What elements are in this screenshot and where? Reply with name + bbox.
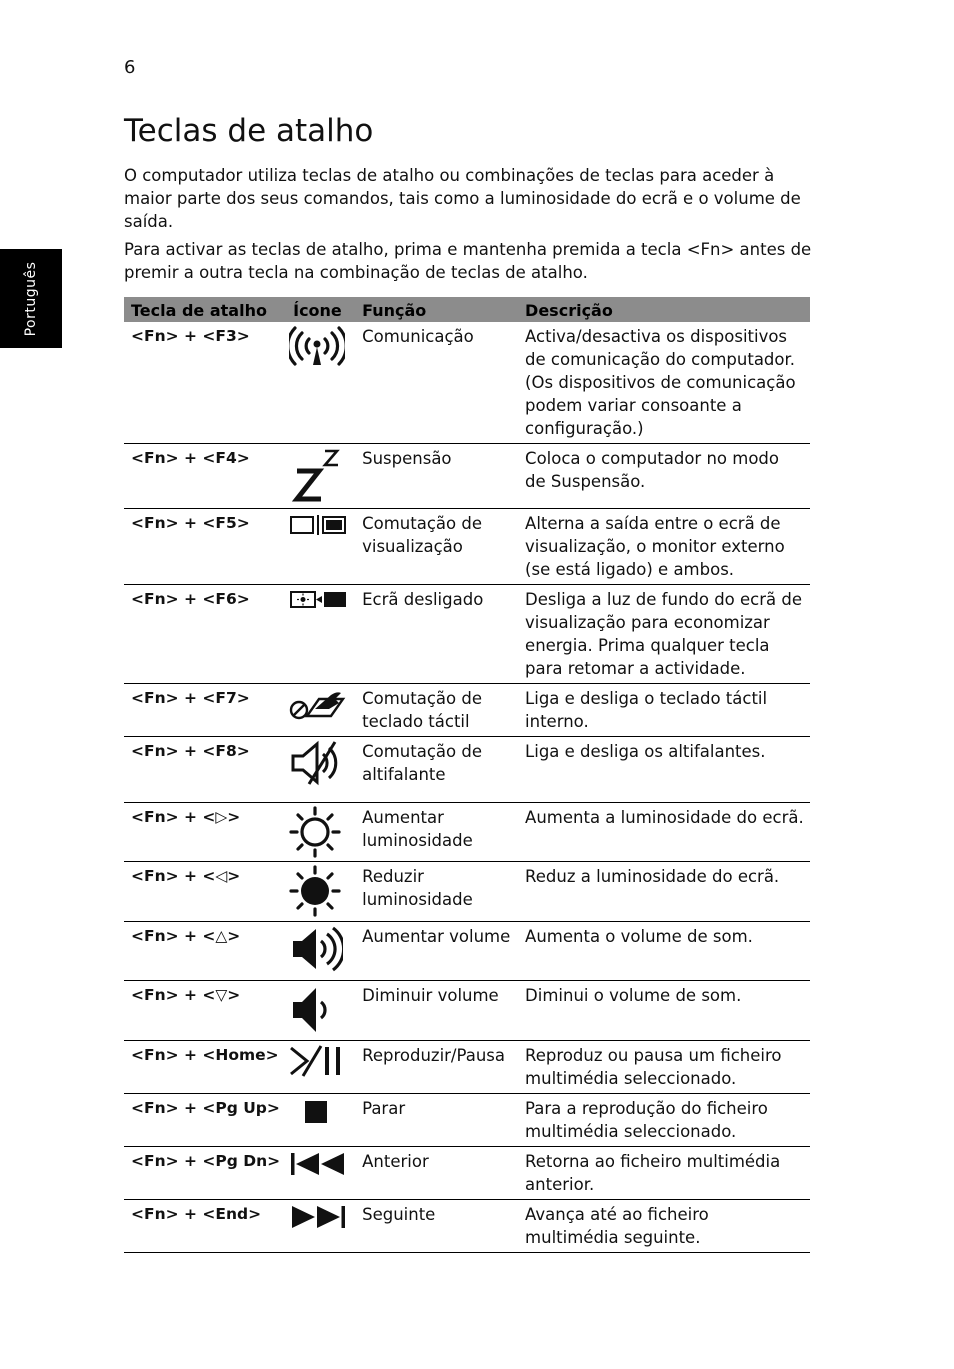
sleep-icon — [289, 447, 349, 503]
header-description: Descrição — [518, 297, 810, 322]
side-tab-label: Português — [23, 261, 39, 336]
hotkey-combo: <Fn> + <F7> — [124, 684, 286, 737]
previous-icon — [289, 1150, 349, 1178]
hotkey-description: Reproduz ou pausa um ficheiro multimédia seleccionado. — [518, 1041, 810, 1094]
table-row — [124, 322, 810, 444]
hotkey-description: Para a reprodução do ficheiro multimédia seleccionado. — [518, 1094, 810, 1147]
table-row — [124, 1041, 810, 1094]
hotkey-description: Desliga a luz de fundo do ecrã de visualização para economizar energia. Prima qualquer tecla para retomar a actividade. — [518, 585, 810, 684]
hotkey-description: Coloca o computador no modo de Suspensão. — [518, 444, 810, 509]
instruction-paragraph: Para activar as teclas de atalho, prima e mantenha premida a tecla <Fn> antes de premir a outra tecla na combinação de teclas de atalho. — [124, 240, 812, 282]
display-toggle-icon — [289, 512, 349, 538]
volume-up-icon — [289, 925, 349, 973]
hotkey-combo: <Fn> + <◁> — [124, 862, 286, 922]
next-icon — [289, 1203, 349, 1231]
hotkey-icon-cell — [286, 737, 355, 803]
table-row — [124, 585, 810, 684]
hotkey-combo: <Fn> + <Home> — [124, 1041, 286, 1094]
hotkey-function: Reduzir luminosidade — [355, 862, 518, 922]
screen-off-icon — [289, 588, 349, 610]
hotkey-function: Parar — [355, 1094, 518, 1147]
hotkey-combo: <Fn> + <F3> — [124, 322, 286, 444]
hotkey-icon-cell — [286, 444, 355, 509]
hotkey-description: Diminui o volume de som. — [518, 981, 810, 1041]
header-icon: Ícone — [286, 297, 355, 322]
table-row — [124, 737, 810, 803]
hotkey-function: Anterior — [355, 1147, 518, 1200]
header-key: Tecla de atalho — [124, 297, 286, 322]
hotkey-combo: <Fn> + <End> — [124, 1200, 286, 1253]
hotkey-icon-cell — [286, 585, 355, 684]
volume-down-icon — [289, 984, 349, 1036]
hotkey-function: Comutação de teclado táctil — [355, 684, 518, 737]
table-row — [124, 1094, 810, 1147]
hotkey-combo: <Fn> + <F5> — [124, 509, 286, 585]
table-row — [124, 1147, 810, 1200]
table-row — [124, 922, 810, 981]
hotkey-function: Comunicação — [355, 322, 518, 444]
hotkey-function: Seguinte — [355, 1200, 518, 1253]
hotkey-function: Reproduzir/Pausa — [355, 1041, 518, 1094]
hotkey-description: Retorna ao ficheiro multimédia anterior. — [518, 1147, 810, 1200]
play-pause-icon — [289, 1044, 349, 1078]
hotkey-description: Avança até ao ficheiro multimédia seguinte. — [518, 1200, 810, 1253]
hotkey-description: Aumenta a luminosidade do ecrã. — [518, 803, 810, 862]
brightness-down-icon — [289, 865, 349, 917]
hotkey-combo: <Fn> + <F4> — [124, 444, 286, 509]
hotkey-function: Suspensão — [355, 444, 518, 509]
brightness-up-icon — [289, 806, 349, 858]
speaker-mute-icon — [289, 740, 349, 786]
hotkey-combo: <Fn> + <△> — [124, 922, 286, 981]
hotkey-function: Ecrã desligado — [355, 585, 518, 684]
hotkey-icon-cell — [286, 1200, 355, 1253]
hotkey-combo: <Fn> + <▽> — [124, 981, 286, 1041]
table-row — [124, 444, 810, 509]
hotkey-icon-cell — [286, 862, 355, 922]
hotkey-description: Liga e desliga os altifalantes. — [518, 737, 810, 803]
hotkey-icon-cell — [286, 1094, 355, 1147]
table-row — [124, 862, 810, 922]
hotkey-combo: <Fn> + <Pg Up> — [124, 1094, 286, 1147]
hotkey-function: Diminuir volume — [355, 981, 518, 1041]
hotkey-icon-cell — [286, 922, 355, 981]
intro-paragraph: O computador utiliza teclas de atalho ou combinações de teclas para aceder à maior parte dos seus comandos, tais como a luminosidade do ecrã e o volume de saída. — [124, 166, 801, 231]
hotkey-description: Reduz a luminosidade do ecrã. — [518, 862, 810, 922]
table-row — [124, 803, 810, 862]
hotkey-icon-cell — [286, 509, 355, 585]
touchpad-toggle-icon — [289, 687, 349, 721]
table-row — [124, 684, 810, 737]
language-side-tab — [0, 249, 62, 348]
stop-icon — [289, 1097, 349, 1127]
table-row — [124, 981, 810, 1041]
hotkey-icon-cell — [286, 803, 355, 862]
table-row — [124, 1200, 810, 1253]
hotkey-description: Liga e desliga o teclado táctil interno. — [518, 684, 810, 737]
table-header-row — [124, 297, 810, 322]
hotkey-combo: <Fn> + <Pg Dn> — [124, 1147, 286, 1200]
wireless-icon — [289, 325, 349, 369]
hotkey-icon-cell — [286, 1041, 355, 1094]
hotkey-combo: <Fn> + <F8> — [124, 737, 286, 803]
hotkey-function: Comutação de altifalante — [355, 737, 518, 803]
hotkey-icon-cell — [286, 1147, 355, 1200]
hotkey-table — [124, 297, 810, 1253]
hotkey-description: Alterna a saída entre o ecrã de visualização, o monitor externo (se está ligado) e ambos. — [518, 509, 810, 585]
hotkey-icon-cell — [286, 322, 355, 444]
page-title: Teclas de atalho — [124, 113, 374, 149]
hotkey-combo: <Fn> + <F6> — [124, 585, 286, 684]
hotkey-function: Aumentar luminosidade — [355, 803, 518, 862]
header-function: Função — [355, 297, 518, 322]
hotkey-icon-cell — [286, 684, 355, 737]
page-number: 6 — [124, 57, 136, 78]
hotkey-description: Aumenta o volume de som. — [518, 922, 810, 981]
hotkey-function: Aumentar volume — [355, 922, 518, 981]
hotkey-icon-cell — [286, 981, 355, 1041]
hotkey-combo: <Fn> + <▷> — [124, 803, 286, 862]
hotkey-function: Comutação de visualização — [355, 509, 518, 585]
table-row — [124, 509, 810, 585]
hotkey-description: Activa/desactiva os dispositivos de comunicação do computador. (Os dispositivos de comunicação podem variar consoante a configuração.) — [518, 322, 810, 444]
